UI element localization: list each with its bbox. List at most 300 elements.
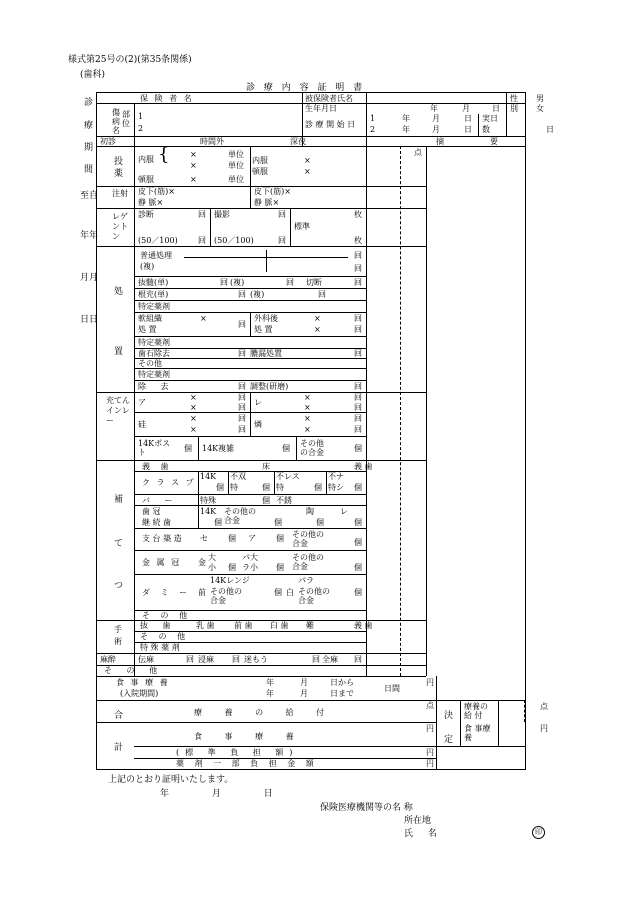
start2-year: 年: [402, 125, 410, 134]
rule: [96, 246, 426, 247]
kai-unit: 回: [354, 393, 362, 402]
imaging-label: 撮影: [214, 210, 230, 219]
kai-unit: 回: [354, 325, 362, 334]
left-label-ryo: 療: [84, 121, 94, 131]
kai-unit: 回: [238, 414, 246, 423]
start2-day: 日: [464, 125, 472, 134]
left-label-nichi: 日日: [80, 315, 99, 325]
late-night-label: 深夜: [290, 137, 306, 146]
address-label: 所在地: [404, 816, 432, 826]
sex-female[interactable]: 女: [536, 104, 544, 113]
rule: [198, 436, 199, 460]
surgery-other-label: そ の 他: [140, 632, 190, 641]
other-alloy-label: その他の合金: [300, 439, 324, 457]
pulpectomy-label: 抜髄(単): [138, 278, 169, 287]
remarks-label-1: 摘: [436, 137, 444, 146]
rule: [134, 528, 366, 529]
kai-unit: 回: [354, 655, 362, 664]
oral2-label: 内服: [252, 156, 268, 165]
times-mark: ×: [314, 325, 321, 334]
rule: [96, 208, 426, 209]
form-subtitle: (歯科): [80, 70, 106, 80]
phosphate-label: 燐: [254, 420, 262, 429]
filling-inlay-label: 充てんインレー: [106, 396, 130, 425]
yen-unit: 円: [426, 678, 434, 687]
kai-unit: 回: [238, 320, 246, 329]
standard-label: 標準: [294, 222, 310, 231]
yen-unit2: 円: [426, 724, 434, 733]
kai-unit: 回: [312, 655, 320, 664]
left-label-kan: 間: [84, 165, 94, 175]
metal-kin-label: 金: [198, 558, 206, 567]
treatment-label: 処 置: [138, 325, 157, 334]
times-mark: ×: [304, 414, 311, 423]
base-label: 床: [262, 462, 270, 471]
rule: [134, 380, 366, 381]
prn2-label: 頓服: [252, 167, 268, 176]
kai-unit: 回: [232, 655, 240, 664]
procedure-label-2: 置: [114, 347, 124, 357]
form-number: 様式第25号の(2)(第35条関係): [68, 55, 192, 65]
clasp-k14-label: 14K: [200, 472, 217, 481]
ko-unit: 個: [262, 496, 270, 505]
core-a-label: ア: [248, 534, 256, 543]
kai-unit: 回: [186, 655, 194, 664]
ko-unit: 個: [282, 444, 290, 453]
ratio2-label: (50／100): [214, 236, 254, 245]
pontic-para-label: パラ: [298, 576, 314, 585]
medication-label: 投薬: [114, 157, 124, 179]
actual-days-label: 実日: [482, 114, 498, 123]
injury-part-label: 部位: [122, 110, 130, 128]
root-multi-label: (複): [250, 290, 265, 299]
rule: [524, 700, 525, 722]
special-drug4-label: 特 殊 薬 剤: [140, 643, 180, 652]
core-alloy-label: その他の合金: [292, 530, 324, 548]
rule: [290, 208, 291, 246]
kai-unit: 回: [354, 425, 362, 434]
intravenous2-label: 静 脈×: [254, 198, 280, 207]
diagnosis-label: 診断: [138, 210, 154, 219]
rule: [134, 494, 366, 495]
rule: [96, 136, 526, 137]
injury-item-2: 2: [138, 124, 144, 133]
infiltration-label: 浸麻: [198, 655, 214, 664]
subcutaneous-label: 皮下(筋)×: [138, 187, 175, 196]
special-drug3-label: 特定薬剤: [138, 370, 170, 379]
rule: [326, 471, 327, 494]
surgery-label: 手術: [114, 625, 122, 646]
kai-unit: 回: [278, 210, 286, 219]
rule: [250, 186, 251, 208]
clasp-futai-label: 不双: [230, 472, 246, 481]
times-mark: ×: [314, 314, 321, 323]
ko-unit: 個: [214, 518, 222, 527]
ko-unit: 個: [314, 483, 322, 492]
yen-unit3: 円: [426, 748, 434, 757]
kai-unit: 回: [198, 236, 206, 245]
clasp-toku2-label: 特: [276, 483, 284, 492]
crown-k14-label: 14K: [200, 507, 217, 516]
metal-crown-label: 金 属 冠: [142, 558, 182, 567]
hospital-period-label: (入院期間): [120, 689, 159, 698]
anesthesia-label: 麻酔: [100, 655, 116, 664]
treatment-start-label: 診 療 開 始 日: [305, 120, 356, 129]
difficult-label: 難: [306, 621, 314, 630]
kai-unit: 回: [354, 349, 362, 358]
left-label-shin: 診: [84, 98, 94, 108]
ratio-label: (50／100): [138, 236, 178, 245]
prosthesis-other-label: そ の 他: [142, 611, 192, 620]
bar-stainless-label: 不銹: [276, 496, 292, 505]
times-mark: ×: [190, 393, 197, 402]
rule: [266, 250, 267, 272]
times-mark: ×: [304, 156, 311, 165]
doctor-name-label: 氏 名: [404, 829, 443, 839]
times-mark: ×: [190, 150, 197, 159]
clasp-toku-label: 特: [230, 483, 238, 492]
rule: [134, 146, 135, 676]
rule: [96, 676, 426, 677]
metal-rasho-label: ラ小: [242, 563, 258, 572]
pyorrhea-label: 膿漏処置: [250, 349, 282, 358]
birth-day: 日: [492, 104, 500, 113]
days-unit: 日: [546, 125, 554, 134]
brace-icon: {: [158, 144, 170, 165]
meal-month2: 月: [300, 689, 308, 698]
ko-unit: 個: [216, 483, 224, 492]
times-mark: ×: [304, 167, 311, 176]
ko-unit: 個: [354, 588, 362, 597]
treatment2-label: 処 置: [254, 325, 273, 334]
scaling-label: 歯石除去: [138, 349, 170, 358]
procedure-label-1: 処: [114, 287, 124, 297]
kai-unit: 回: [286, 278, 294, 287]
kai-unit: 回: [278, 236, 286, 245]
standard-treatment-label: 普通処理: [140, 251, 172, 260]
tooth-unit: 義 歯: [354, 462, 373, 471]
ko-unit: 個: [274, 518, 282, 527]
post-surgery-label: 外科後: [254, 314, 278, 323]
drug-copay-label: 薬 剤 一 部 負 担 金 額: [176, 759, 318, 768]
kai-unit: 回: [354, 403, 362, 412]
kai-unit: 回: [354, 278, 362, 287]
rule: [250, 392, 251, 436]
times-mark: ×: [304, 425, 311, 434]
rule: [134, 746, 436, 747]
meal-from: 日から: [330, 678, 354, 687]
rule: [96, 653, 426, 654]
sex-betsu: 別: [510, 104, 518, 113]
special-drug2-label: 特定薬剤: [138, 338, 170, 347]
injury-name-label: 傷病名: [112, 108, 120, 135]
rule: [228, 471, 229, 494]
kai-unit: 回: [238, 425, 246, 434]
general-label: 全麻: [322, 655, 338, 664]
rule: [198, 494, 199, 505]
pulp-multi-label: (複): [230, 278, 245, 287]
rule: [210, 208, 211, 246]
kai-unit: 回: [318, 290, 326, 299]
insurer-name-label: 保 険 者 名: [140, 94, 194, 103]
pontic-alloy2-label: その他の合金: [298, 587, 330, 605]
kai-unit: 回: [238, 349, 246, 358]
pontic-white-label: 白: [286, 588, 294, 597]
rule: [250, 146, 251, 186]
rule: [198, 471, 199, 494]
crown-alloy-label: その他の合金: [224, 507, 256, 525]
rule: [134, 336, 366, 337]
start1-year: 年: [402, 114, 410, 123]
certification-date: 年 月 日: [160, 789, 293, 799]
points-unit2: 点: [426, 701, 434, 710]
certification-text: 上記のとおり証明いたします。: [108, 775, 234, 785]
pontic-alloy-label: その他の合金: [210, 587, 242, 605]
extraction-label: 抜 歯: [140, 621, 177, 630]
times-mark: ×: [304, 403, 311, 412]
document-title: 診 療 内 容 証 明 書: [246, 83, 366, 93]
rule: [134, 505, 366, 506]
kai-unit: 回: [238, 290, 246, 299]
rule: [96, 460, 426, 461]
rule: [460, 700, 461, 746]
decided-meal-label: 食 事療 養: [464, 724, 491, 742]
rule: [426, 146, 427, 676]
prosthesis-label-3: つ: [114, 581, 124, 591]
kai-unit: 回: [238, 403, 246, 412]
front-tooth-label: 前 歯: [234, 621, 253, 630]
meal-care-label: 食 事 療 養: [194, 732, 304, 741]
total-label-1: 合: [114, 711, 124, 721]
sex-male[interactable]: 男: [536, 94, 544, 103]
meal-until: 日まで: [330, 689, 354, 698]
rule: [134, 368, 366, 369]
clasp-fure-label: 不レス: [276, 472, 300, 481]
sex-label: 性: [510, 94, 518, 103]
kai-unit: 回: [238, 393, 246, 402]
denture-label: 義 歯: [142, 462, 173, 471]
rule: [134, 276, 366, 277]
kai-unit: 回: [354, 314, 362, 323]
meal-days: 日間: [384, 684, 400, 693]
prn-label: 頓服: [138, 175, 154, 184]
start2-month: 月: [432, 125, 440, 134]
mai-unit: 枚: [354, 210, 362, 219]
xray-label: レゲントン: [112, 212, 128, 241]
rule: [366, 146, 367, 676]
prosthesis-label-1: 補: [114, 495, 124, 505]
intravenous-label: 静 脈×: [138, 198, 164, 207]
adjustment-label: 調整(研磨): [250, 382, 289, 391]
silicate-label: 硅: [138, 420, 146, 429]
after-hours-label: 時間外: [200, 137, 224, 146]
ko-unit: 個: [262, 483, 270, 492]
rule: [250, 312, 251, 336]
points-unit3: 点: [540, 702, 548, 711]
rule: [366, 92, 367, 146]
ko-unit: 個: [354, 538, 362, 547]
rule: [296, 436, 297, 460]
days-count-label: 数: [482, 125, 490, 134]
times-mark: ×: [200, 314, 207, 323]
ko-unit: 個: [354, 444, 362, 453]
start1-month: 月: [432, 114, 440, 123]
kai-unit: 回: [220, 278, 228, 287]
prosthesis-label-2: て: [114, 539, 124, 549]
rule: [506, 92, 507, 136]
unit-label: 単位: [228, 161, 244, 170]
left-label-jishi: 至自: [80, 191, 99, 201]
rule: [96, 700, 526, 701]
post-crown-label: 継 続 歯: [142, 518, 172, 527]
anesthesia-other-label: そ の 他: [104, 666, 164, 675]
times-mark: ×: [190, 175, 197, 184]
clasp-funa-label: 不ナ: [328, 472, 344, 481]
birth-month: 月: [462, 104, 470, 113]
total-label-2: 計: [114, 743, 124, 753]
rule: [134, 288, 366, 289]
yen-unit4: 円: [426, 759, 434, 768]
crown-label: 歯 冠: [142, 507, 161, 516]
meal-year2: 年: [266, 689, 274, 698]
left-label-ki: 期: [84, 143, 94, 153]
root-fill-label: 根充(単): [138, 290, 169, 299]
rule: [134, 103, 135, 146]
rule: [134, 436, 366, 437]
rule: [198, 505, 199, 528]
meal-year1: 年: [266, 678, 274, 687]
rule: [96, 392, 426, 393]
rule: [400, 146, 401, 676]
unit-label: 単位: [228, 150, 244, 159]
kai-unit: 回: [354, 264, 362, 273]
metal-sho-label: 小: [208, 563, 216, 572]
removal-label: 除 去: [138, 382, 175, 391]
birthdate-label: 生年月日: [305, 104, 337, 113]
rule: [274, 471, 275, 494]
times-mark: ×: [190, 403, 197, 412]
ko-unit: 個: [354, 483, 362, 492]
ko-unit: 個: [276, 534, 284, 543]
seal-icon: 印: [532, 826, 545, 839]
mai-unit: 枚: [354, 236, 362, 245]
resin-label: レ: [340, 507, 348, 516]
injury-item-1: 1: [138, 112, 144, 121]
times-mark: ×: [190, 425, 197, 434]
decision-label-1: 決: [444, 711, 454, 721]
rule: [134, 358, 366, 359]
rule: [436, 676, 437, 770]
rule: [134, 550, 366, 551]
pontic-k14resin-label: 14Kレンジ: [210, 576, 250, 585]
birth-year: 年: [430, 104, 438, 113]
ko-unit: 個: [354, 563, 362, 572]
start-item-1: 1: [370, 114, 376, 123]
rule: [134, 574, 366, 575]
kai-unit: 回: [238, 382, 246, 391]
soft-tissue-label: 軟組織: [138, 314, 162, 323]
pontic-front-label: 前: [198, 588, 206, 597]
rule: [498, 700, 499, 746]
clasp-tokushi-label: 特シ: [328, 483, 344, 492]
ko-unit: 個: [276, 563, 284, 572]
bar-special-label: 特殊: [200, 496, 216, 505]
kai-unit: 回: [198, 210, 206, 219]
kai-unit: 回: [354, 414, 362, 423]
initial-visit-label: 初診: [100, 137, 116, 146]
baby-tooth-label: 乳 歯: [196, 621, 215, 630]
k14-post-label: 14Kポスト: [138, 439, 171, 457]
ko-unit: 個: [228, 534, 236, 543]
re-label: レ: [254, 398, 262, 407]
rule: [96, 722, 436, 723]
other-label: その他: [138, 359, 162, 368]
amputation-label: 切断: [306, 278, 322, 287]
ko-unit: 個: [274, 588, 282, 597]
subcutaneous2-label: 皮下(筋)×: [254, 187, 291, 196]
ko-unit: 個: [316, 518, 324, 527]
times-mark: ×: [190, 161, 197, 170]
rule: [478, 114, 479, 136]
porcelain-label: 陶: [306, 507, 314, 516]
a-label: ア: [138, 398, 146, 407]
start-item-2: 2: [370, 125, 376, 134]
ko-unit: 個: [184, 444, 192, 453]
left-label-gatsu: 月月: [80, 273, 99, 283]
pontic-label: ダ ミ ー: [142, 588, 192, 597]
k14-complex-label: 14K複雑: [202, 444, 235, 453]
insured-person-label: 被保険者氏名: [305, 94, 353, 103]
start1-day: 日: [464, 114, 472, 123]
core-se-label: セ: [200, 534, 208, 543]
points-unit: 点: [414, 148, 422, 157]
meal-month1: 月: [300, 678, 308, 687]
molar-label: 臼 歯: [270, 621, 289, 630]
unit-label: 単位: [228, 175, 244, 184]
remarks-label-2: 要: [490, 137, 498, 146]
ko-unit: 個: [228, 563, 236, 572]
kai-unit: 回: [354, 251, 362, 260]
conduction-label: 伝麻: [138, 655, 154, 664]
rule: [134, 300, 366, 301]
left-label-nennen: 年年: [80, 231, 99, 241]
core-label: 支 台 築 造: [142, 534, 182, 543]
special-drug-label: 特定薬剤: [138, 302, 170, 311]
times-mark: ×: [304, 393, 311, 402]
metal-dai-label: 大: [208, 553, 216, 562]
metal-padai-label: パ大: [242, 553, 258, 562]
yen-unit5: 円: [540, 724, 548, 733]
ko-unit: 個: [354, 518, 362, 527]
rule: [436, 746, 526, 747]
tooth-unit2: 義 歯: [354, 621, 373, 630]
kai-unit: 回: [354, 382, 362, 391]
injection-label: 注射: [112, 189, 128, 198]
multi-label: (複): [140, 262, 155, 271]
bar-label: バ ー: [142, 496, 179, 505]
meal-label: 食 事 療 養: [116, 678, 170, 687]
decision-label-2: 定: [444, 735, 454, 745]
metal-alloy-label: その他の合金: [292, 553, 324, 571]
oral-label: 内服: [138, 155, 154, 164]
times-mark: ×: [190, 414, 197, 423]
standard-burden-label: (標 準 負 担 額): [176, 748, 299, 757]
care-benefit-label: 療 養 の 給 付: [194, 708, 335, 717]
sedation-label: 迷もう: [244, 655, 268, 664]
institution-name-label: 保険医療機関等の名 称: [320, 803, 413, 813]
clasp-label: ク ラ ス プ: [142, 478, 196, 487]
decided-benefit-label: 療養の給 付: [464, 702, 488, 720]
